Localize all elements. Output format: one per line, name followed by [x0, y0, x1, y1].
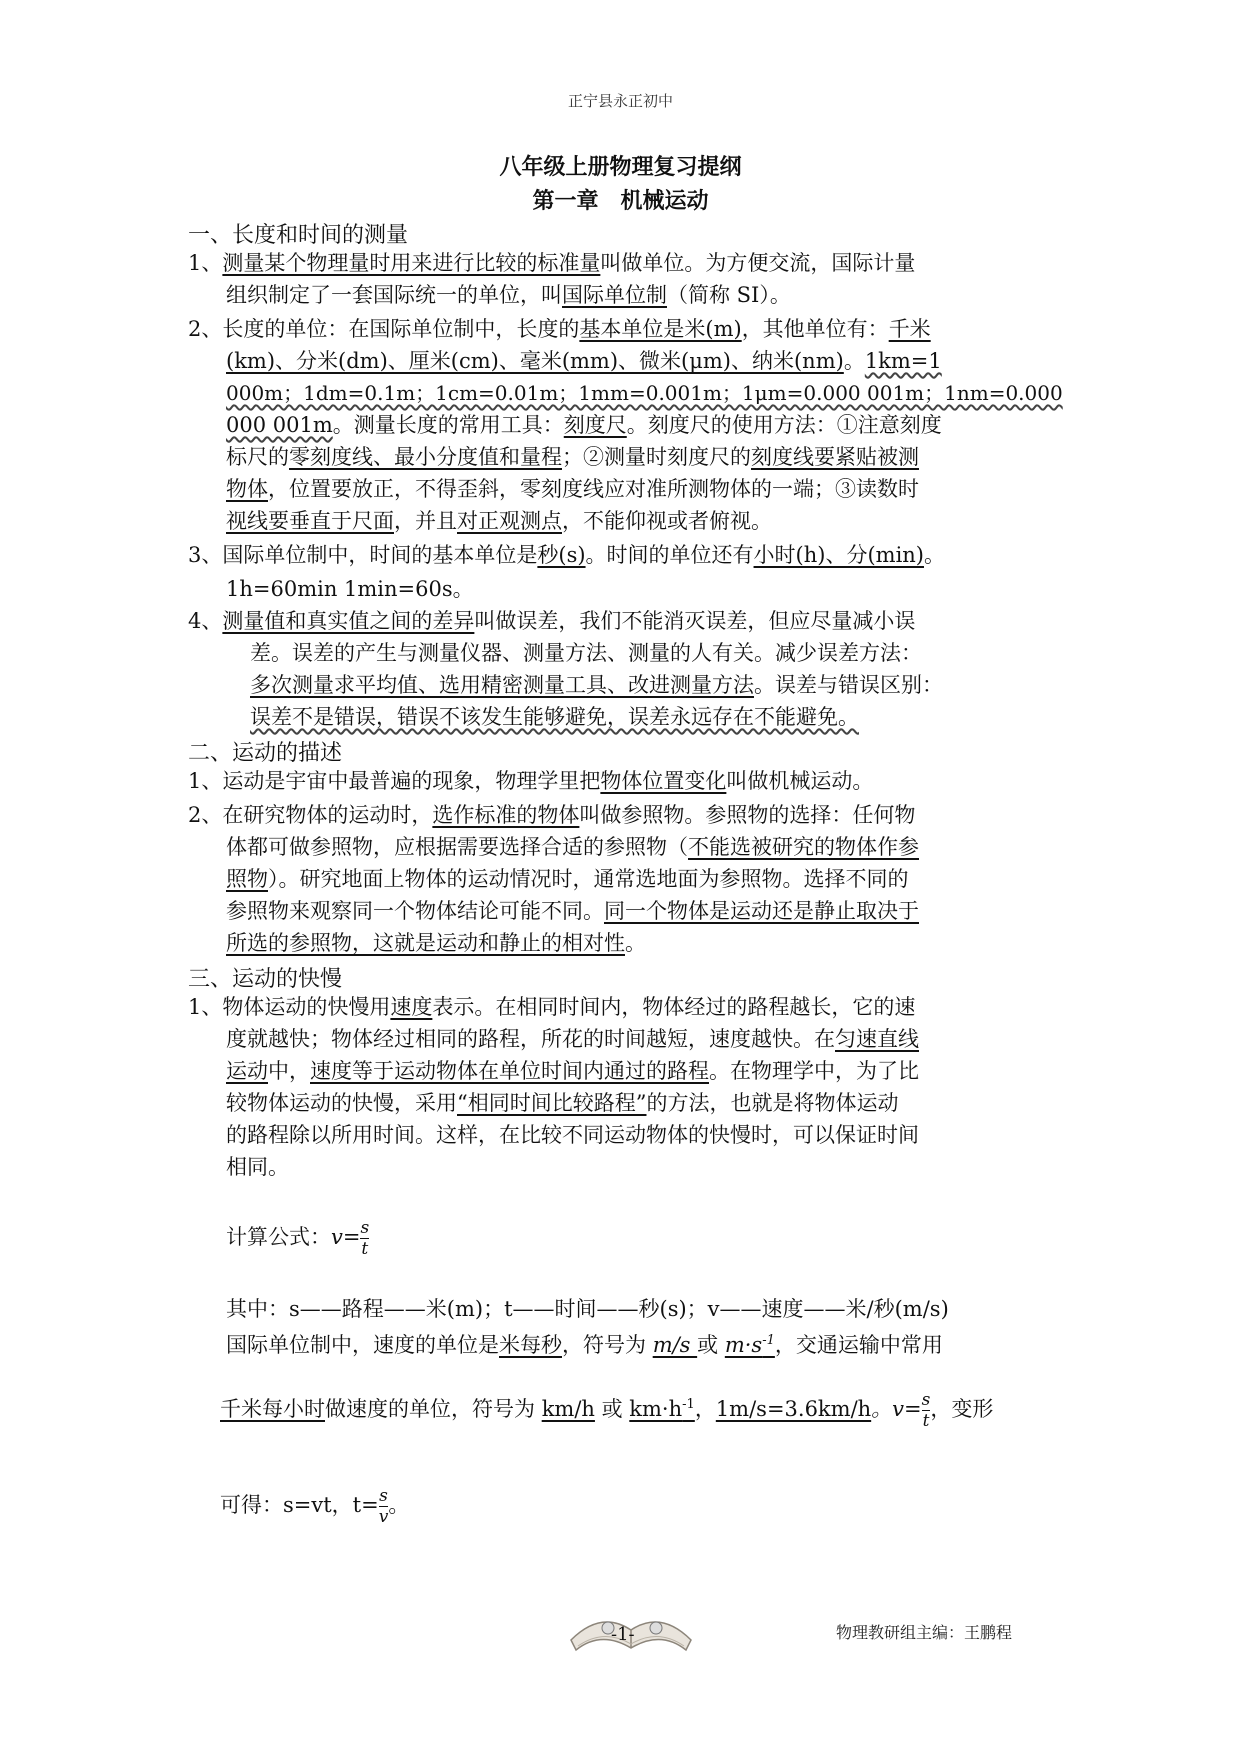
paragraph-1-2-line6: 物体，位置要放正，不得歪斜，零刻度线应对准所测物体的一端；③读数时	[226, 477, 919, 501]
kmh-speed-unit: 千米每小时做速度的单位，符号为 km/h 或 $km\cdot h^{-1}$，1m/s=3.6km/h。$v=\frac{s}{t}$ ，变形	[220, 1390, 994, 1431]
paragraph-3-1-line3: 运动中，速度等于运动物体在单位时间内通过的路程。在物理学中，为了比	[226, 1059, 919, 1083]
footer-author: 物理教研组主编：王鹏程	[836, 1623, 1013, 1642]
section-heading-1: 一、长度和时间的测量	[188, 223, 409, 248]
paragraph-3-1-line6: 相同。	[226, 1155, 289, 1179]
paragraph-2-2-line2: 体都可做参照物，应根据需要选择合适的参照物（不能选被研究的物体作参	[226, 835, 919, 859]
document-title: 八年级上册物理复习提纲	[499, 155, 742, 180]
paragraph-1-2-line5: 标尺的零刻度线、最小分度值和量程；②测量时刻度尺的刻度线要紧贴被测	[226, 445, 919, 469]
si-speed-unit: 国际单位制中，速度的单位是米每秒，符号为 m/s 或 $m\cdot s^{-1}$，交通运输中常用	[226, 1333, 943, 1357]
paragraph-1-2-line4: 000 001m。测量长度的常用工具：刻度尺。刻度尺的使用方法：①注意刻度	[226, 413, 942, 437]
paragraph-3-1-line2: 度就越快；物体经过相同的路程，所花的时间越短，速度越快。在匀速直线	[226, 1027, 919, 1051]
derived-formulas: 可得：s=vt，$t=\frac{s}{v}$ 。	[220, 1486, 410, 1527]
paragraph-2-2: 2、在研究物体的运动时，选作标准的物体叫做参照物。参照物的选择：任何物	[188, 803, 916, 827]
section-heading-2: 二、运动的描述	[188, 741, 343, 766]
paragraph-1-4: 4、测量值和真实值之间的差异叫做误差，我们不能消灭误差，但应尽量减小误	[188, 609, 916, 633]
paragraph-1-4-line4: 误差不是错误，错误不该发生能够避免，误差永远存在不能避免。	[250, 705, 859, 729]
paragraph-1-2-line3: 000m；1dm=0.1m；1cm=0.01m；1mm=0.001m；1μm=0.000 001m；1nm=0.000	[226, 381, 1063, 405]
section-heading-3: 三、运动的快慢	[188, 967, 343, 992]
time-fraction: $\frac{s}{v}$	[378, 1486, 389, 1527]
page-number: -1-	[611, 1624, 635, 1645]
paragraph-1-4-line2: 差。误差的产生与测量仪器、测量方法、测量的人有关。减少误差方法：	[250, 641, 922, 665]
paragraph-1-2-line7: 视线要垂直于尺面，并且对正观测点，不能仰视或者俯视。	[226, 509, 772, 533]
page-header: 正宁县永正初中	[567, 92, 673, 110]
paragraph-1-1-cont: 组织制定了一套国际统一的单位，叫国际单位制（简称 SI）。	[226, 283, 791, 307]
paragraph-2-1: 1、运动是宇宙中最普遍的现象，物理学里把物体位置变化叫做机械运动。	[188, 769, 874, 793]
paragraph-2-2-line3: 照物）。研究地面上物体的运动情况时，通常选地面为参照物。选择不同的	[226, 867, 909, 891]
paragraph-3-1-line5: 的路程除以所用时间。这样，在比较不同运动物体的快慢时，可以保证时间	[226, 1123, 919, 1147]
paragraph-1-2: 2、长度的单位：在国际单位制中，长度的基本单位是米(m)，其他单位有：千米	[188, 317, 931, 341]
paragraph-2-2-line4: 参照物来观察同一个物体结论可能不同。同一个物体是运动还是静止取决于	[226, 899, 919, 923]
paragraph-1-1: 1、测量某个物理量时用来进行比较的标准量叫做单位。为方便交流，国际计量	[188, 251, 916, 275]
paragraph-2-2-line5: 所选的参照物，这就是运动和静止的相对性。	[226, 931, 646, 955]
variables-definition: 其中：s——路程——米(m)；t——时间——秒(s)；v——速度——米/秒(m/s)	[226, 1297, 949, 1321]
chapter-title: 第一章 机械运动	[532, 189, 709, 214]
formula-fraction: $\frac{s}{t}$	[360, 1218, 370, 1259]
paragraph-1-3: 3、国际单位制中，时间的基本单位是秒(s)。时间的单位还有小时(h)、分(min)。	[188, 543, 945, 567]
paragraph-1-2-line2: (km)、分米(dm)、厘米(cm)、毫米(mm)、微米(μm)、纳米(nm)。1km=1	[226, 349, 942, 373]
speed-fraction: $\frac{s}{t}$	[921, 1390, 931, 1431]
paragraph-1-4-line3: 多次测量求平均值、选用精密测量工具、改进测量方法。误差与错误区别：	[250, 673, 943, 697]
speed-formula: 计算公式：$v=\frac{s}{t}$	[226, 1218, 370, 1259]
paragraph-3-1: 1、物体运动的快慢用速度表示。在相同时间内，物体经过的路程越长，它的速	[188, 995, 916, 1019]
paragraph-1-3-line2: 1h=60min 1min=60s。	[226, 577, 474, 601]
paragraph-3-1-line4: 较物体运动的快慢，采用“相同时间比较路程”的方法，也就是将物体运动	[226, 1091, 899, 1115]
